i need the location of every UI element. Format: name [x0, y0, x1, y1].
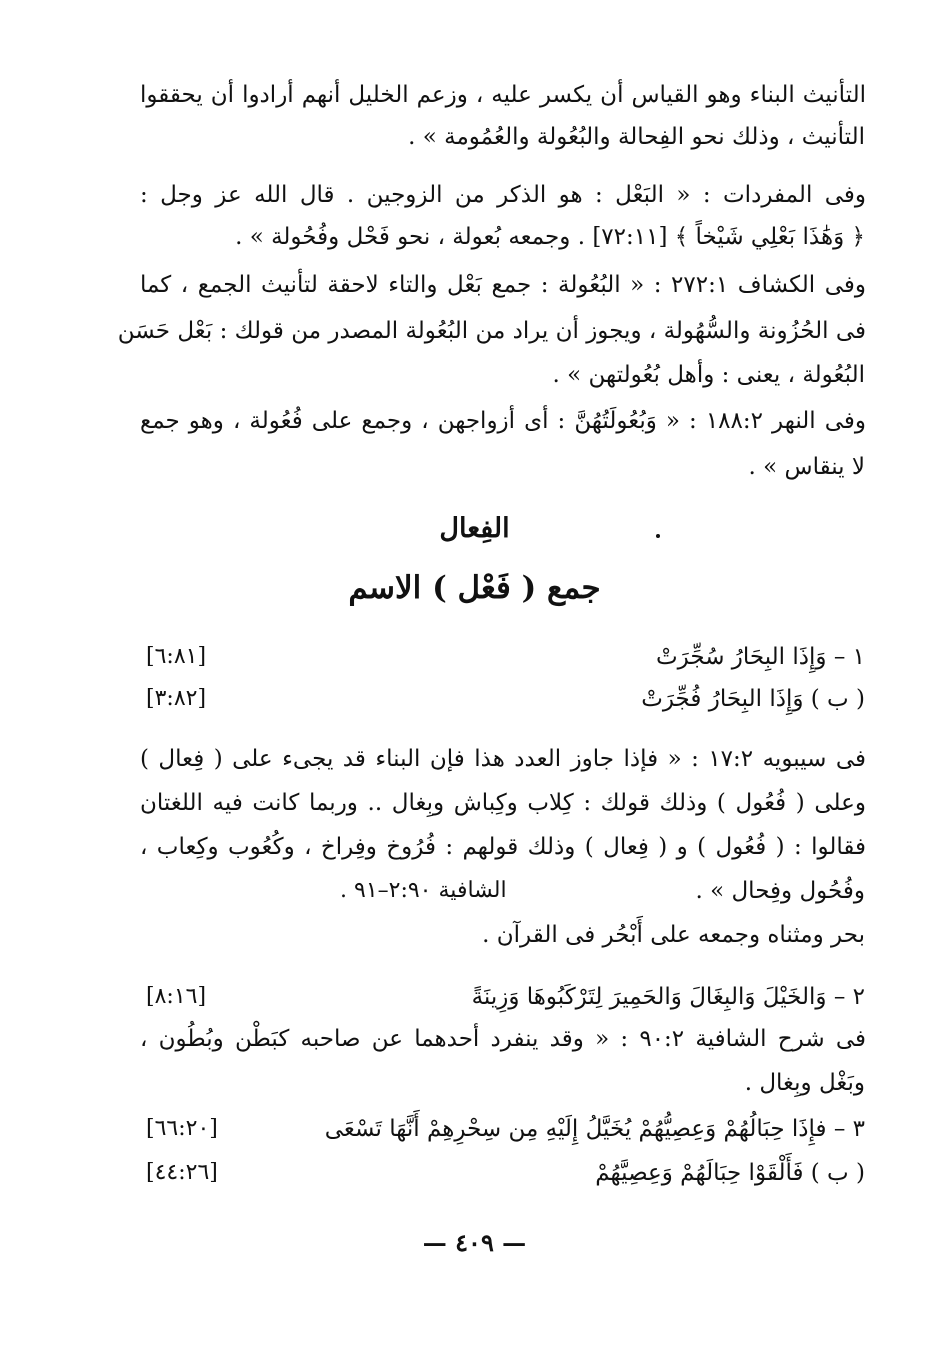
- shafiya-ref: الشافية ٢:٩٠–٩١ .: [340, 878, 507, 903]
- text-line-14: فقالوا : ( فُعُول ) و ( فِعال ) وذلك قولهم : فُرُوخ وفِراخ ، وكُعُوب وكِعاب ،: [140, 834, 866, 860]
- page-number: — ٤٠٩ —: [422, 1228, 527, 1257]
- subsection-heading: جمع ( فَعْل ) الاسم: [348, 570, 601, 606]
- verse-3: ٣ – فإِذَا حِبَالُهُمْ وَعِصِيُّهُمْ يُخَيَّلُ إِلَيْهِ مِن سِحْرِهِمْ أَنَّهَا تَسْعَى: [324, 1116, 865, 1142]
- text-line-8: وفى النهر ١٨٨:٢ : « وَبُعُولَتُهُنَّ : أى أزواجهن ، وجمع على فُعُولة ، وهو جمع: [140, 408, 866, 434]
- text-line-13: وعلى ( فُعُول ) وذلك قولك : كِلاب وكِباش وبِغال .. وربما كانت فيه اللغتان: [140, 790, 866, 816]
- text-line-3: وفى المفردات : « البَعْل : هو الذكر من الزوجين . قال الله عز وجل :: [140, 182, 866, 208]
- text-line-7: البُعُولة ، يعنى : وأهل بُعُولتهن » .: [552, 362, 865, 388]
- verse-1b-ref: [٣:٨٢]: [146, 686, 207, 711]
- text-line-2: التأنيث ، وذلك نحو الفِحالة والبُعُولة والعُمُومة » .: [408, 124, 865, 150]
- verse-1: ١ – وَإِذَا البِحَارُ سُجِّرَتْ: [656, 644, 865, 670]
- text-line-12: فى سيبويه ١٧:٢ : « فإذا جاوز العدد هذا فإن البناء قد يجىء على ( فِعال ): [140, 746, 866, 772]
- text-line-9: لا ينقاس » .: [748, 454, 865, 480]
- verse-3-ref: [٦٦:٢٠]: [146, 1116, 218, 1141]
- text-line-18: فى شرح الشافية ٩٠:٢ : « وقد ينفرد أحدهما عن صاحبه كبَطْن وبُطُون ،: [140, 1026, 866, 1052]
- verse-3b: ( ب ) فَأَلْقَوْا حِبَالَهُمْ وَعِصِيَّهُمْ: [595, 1160, 865, 1186]
- verse-2: ٢ – وَالخَيْلَ وَالبِغَالَ وَالحَمِيرَ لِتَرْكَبُوهَا وَزِينَةً: [471, 984, 865, 1010]
- verse-2-ref: [٨:١٦]: [146, 984, 207, 1009]
- text-line-4: ﴿ وَهَٰذَا بَعْلِي شَيْخاً ﴾ [٧٢:١١] . وجمعه بُعولة ، نحو فَحْل وفُحُولة » .: [235, 224, 865, 250]
- verse-1-ref: [٦:٨١]: [146, 644, 207, 669]
- text-line-15: وفُحُول وفِحال » .: [695, 878, 865, 904]
- section-heading: الفِعال: [439, 513, 510, 544]
- text-line-5: وفى الكشاف ٢٧٢:١ : « البُعُولة : جمع بَعْل والتاء لاحقة لتأنيث الجمع ، كما: [140, 272, 866, 298]
- text-line-19: وبَغْل وبِغال .: [744, 1070, 865, 1096]
- text-line-1: التأنيث البناء وهو القياس أن يكسر عليه ، وزعم الخليل أنهم أرادوا أن يحققوا: [140, 82, 866, 108]
- stray-dot: [656, 534, 660, 538]
- text-line-6: فى الحُزُونة والسُّهُولة ، ويجوز أن يراد من البُعُولة المصدر من قولك : بَعْل حَسَن: [117, 318, 866, 344]
- text-line-16: بحر ومثناه وجمعه على أَبْحُر فى القرآن .: [482, 922, 865, 948]
- verse-3b-ref: [٤٤:٢٦]: [146, 1160, 218, 1185]
- verse-1b: ( ب ) وَإِذَا البِحَارُ فُجِّرَتْ: [641, 686, 865, 712]
